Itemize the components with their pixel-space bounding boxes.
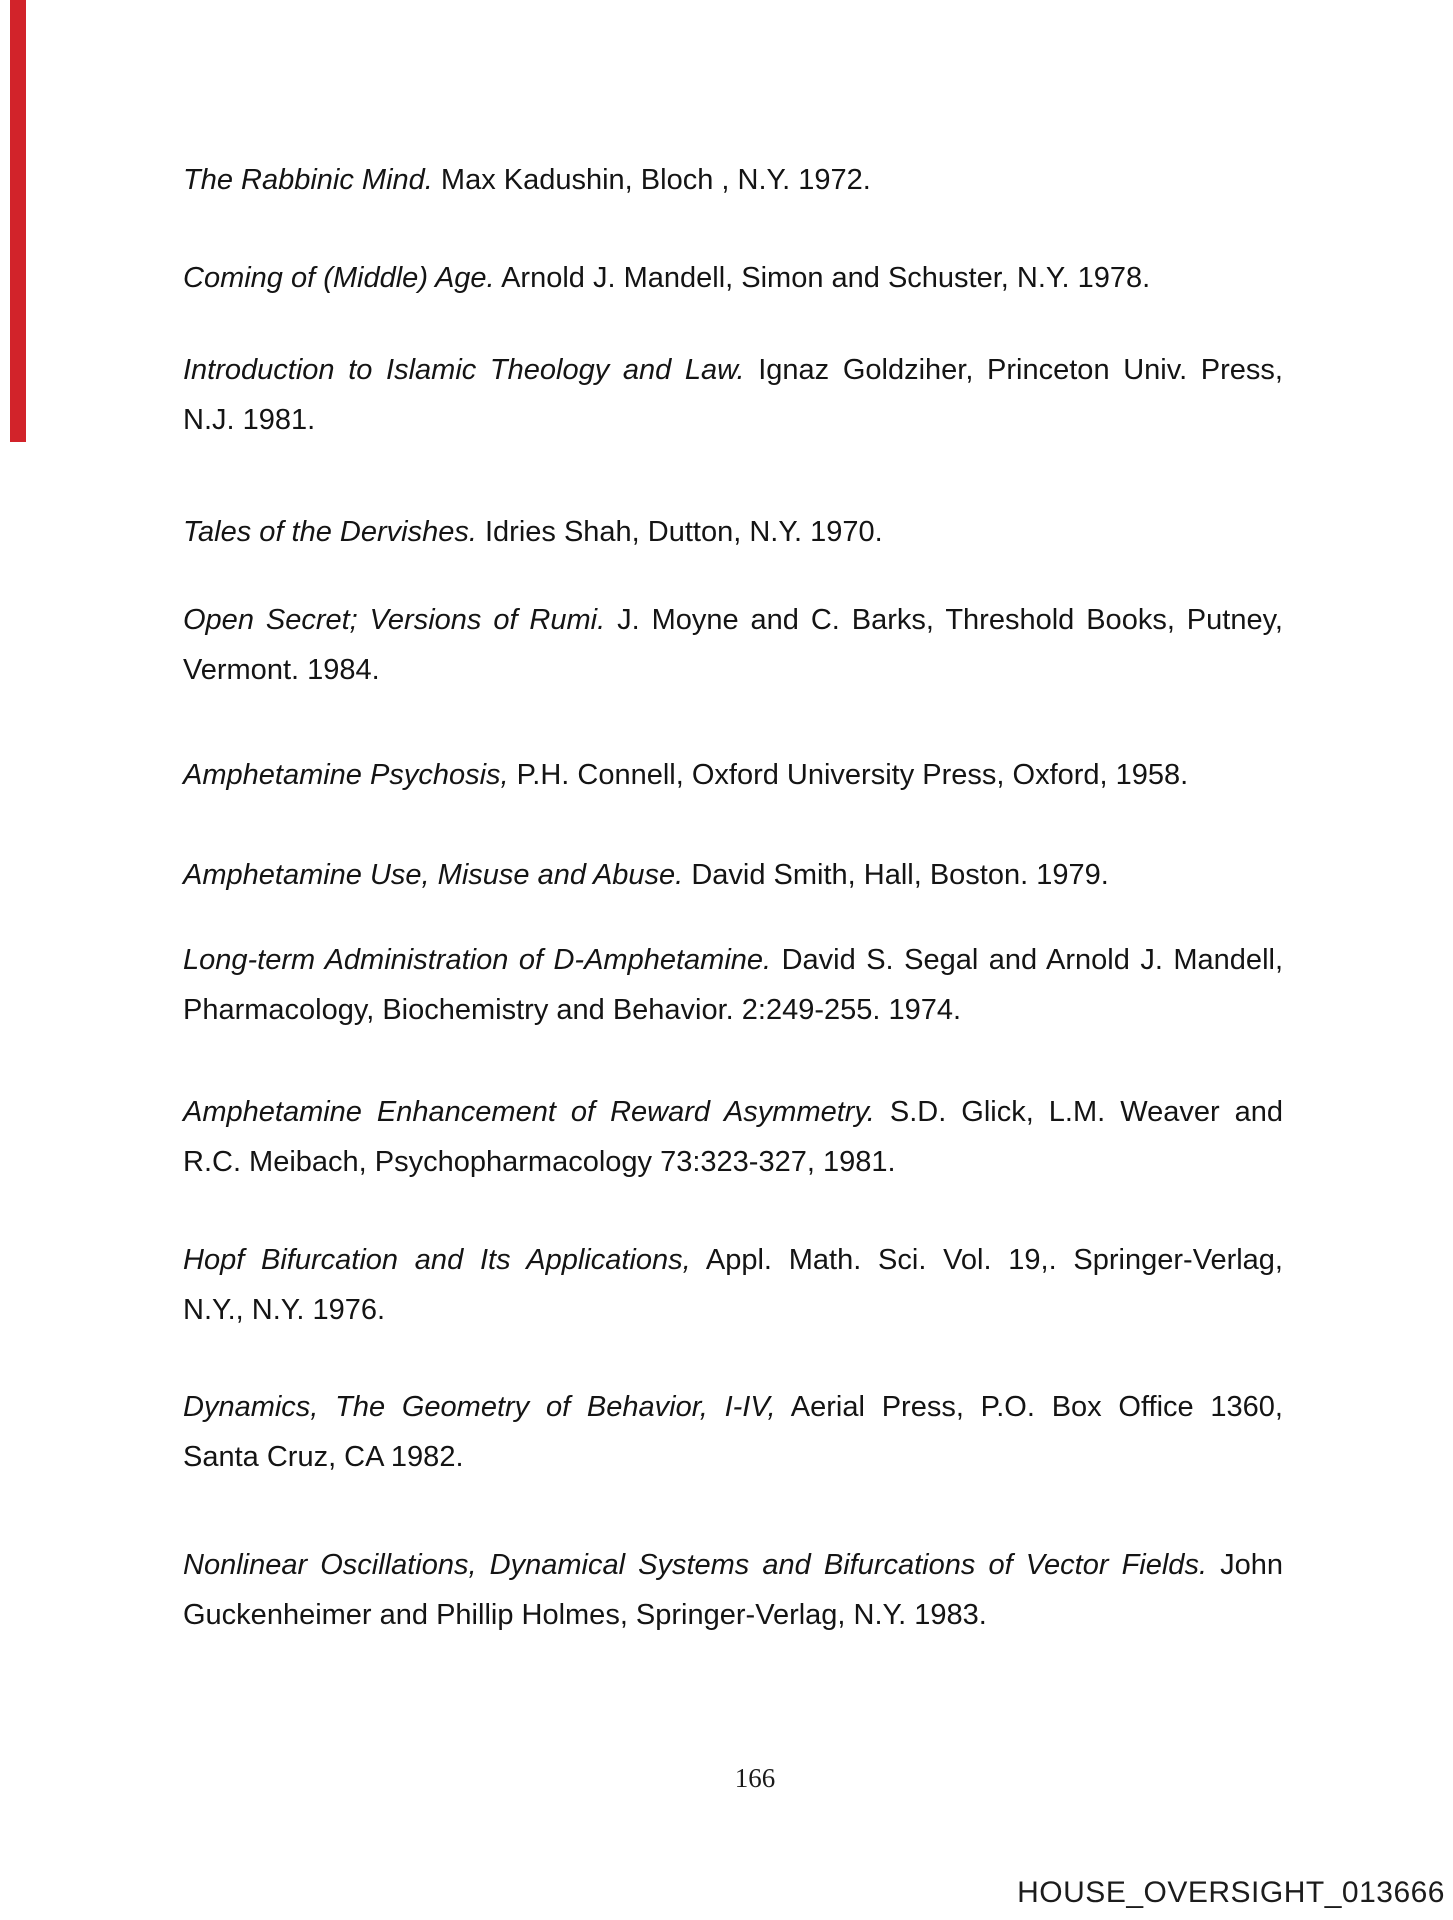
- entry-line: N.Y., N.Y. 1976.: [183, 1294, 386, 1326]
- entry-line: [183, 1087, 1283, 1137]
- entry-line: Santa Cruz, CA 1982.: [183, 1441, 464, 1473]
- entry-title: Long-term Administration of D-Amphetamine.: [183, 944, 772, 976]
- entry-line: [183, 1235, 1283, 1285]
- entry-title: Coming of (Middle) Age.: [183, 262, 495, 294]
- entry-citation: Ignaz Goldziher, Princeton Univ. Press,: [758, 354, 1283, 386]
- bibliography-entry: [183, 1382, 1283, 1482]
- entry-line: [183, 850, 1283, 900]
- red-margin-mark: [10, 0, 26, 442]
- entry-line: [183, 750, 1283, 800]
- bibliography-entry: [183, 595, 1283, 695]
- bibliography-entry: [183, 850, 1283, 900]
- bibliography-entry: [183, 750, 1283, 800]
- entry-line: R.C. Meibach, Psychopharmacology 73:323-327, 1981.: [183, 1146, 896, 1178]
- page-number: 166: [734, 1763, 776, 1793]
- bibliography-entry: [183, 1540, 1283, 1640]
- entry-line: [183, 155, 1283, 205]
- entry-citation: David Smith, Hall, Boston. 1979.: [691, 859, 1109, 891]
- bibliography-entry: [183, 935, 1283, 1035]
- entry-line: Vermont. 1984.: [183, 654, 380, 686]
- entry-line: [183, 345, 1283, 395]
- entry-title: Open Secret; Versions of Rumi.: [183, 604, 606, 636]
- entry-line: Pharmacology, Biochemistry and Behavior. 2:249-255. 1974.: [183, 994, 962, 1026]
- bibliography-entry: [183, 1087, 1283, 1187]
- entry-citation: John: [1220, 1549, 1283, 1581]
- entry-line: [183, 253, 1283, 303]
- entry-citation: David S. Segal and Arnold J. Mandell,: [781, 944, 1284, 976]
- entry-title: Amphetamine Use, Misuse and Abuse.: [183, 859, 684, 891]
- bibliography-entry: [183, 345, 1283, 445]
- entry-title: Nonlinear Oscillations, Dynamical Systems and Bifurcations of Vector Fields.: [183, 1549, 1207, 1581]
- bates-stamp: HOUSE_OVERSIGHT_013666: [1017, 1876, 1445, 1909]
- bibliography-entry: [183, 507, 1283, 557]
- entry-citation: J. Moyne and C. Barks, Threshold Books, Putney,: [617, 604, 1283, 636]
- entry-citation: Arnold J. Mandell, Simon and Schuster, N.Y. 1978.: [501, 262, 1151, 294]
- bibliography-entry: [183, 155, 1283, 205]
- entry-line: [183, 1382, 1283, 1432]
- entry-line: [183, 935, 1283, 985]
- entry-line: N.J. 1981.: [183, 404, 316, 436]
- entry-citation: Aerial Press, P.O. Box Office 1360,: [790, 1391, 1283, 1423]
- entry-citation: Appl. Math. Sci. Vol. 19,. Springer-Verlag,: [705, 1244, 1283, 1276]
- entry-title: Dynamics, The Geometry of Behavior, I-IV,: [183, 1391, 776, 1423]
- entry-title: Amphetamine Enhancement of Reward Asymmetry.: [183, 1096, 875, 1128]
- entry-citation: P.H. Connell, Oxford University Press, Oxford, 1958.: [516, 759, 1189, 791]
- entry-title: Tales of the Dervishes.: [183, 516, 477, 548]
- entry-line: [183, 595, 1283, 645]
- entry-title: Amphetamine Psychosis,: [183, 759, 509, 791]
- entry-line: [183, 1540, 1283, 1590]
- entry-line: Guckenheimer and Phillip Holmes, Springer-Verlag, N.Y. 1983.: [183, 1599, 987, 1631]
- entry-citation: S.D. Glick, L.M. Weaver and: [889, 1096, 1283, 1128]
- entry-title: Hopf Bifurcation and Its Applications,: [183, 1244, 691, 1276]
- bibliography-entry: [183, 253, 1283, 303]
- entry-line: [183, 507, 1283, 557]
- entry-title: The Rabbinic Mind.: [183, 164, 433, 196]
- entry-title: Introduction to Islamic Theology and Law.: [183, 354, 745, 386]
- bibliography-entry: [183, 1235, 1283, 1335]
- entry-citation: Max Kadushin, Bloch , N.Y. 1972.: [440, 164, 871, 196]
- entry-citation: Idries Shah, Dutton, N.Y. 1970.: [484, 516, 883, 548]
